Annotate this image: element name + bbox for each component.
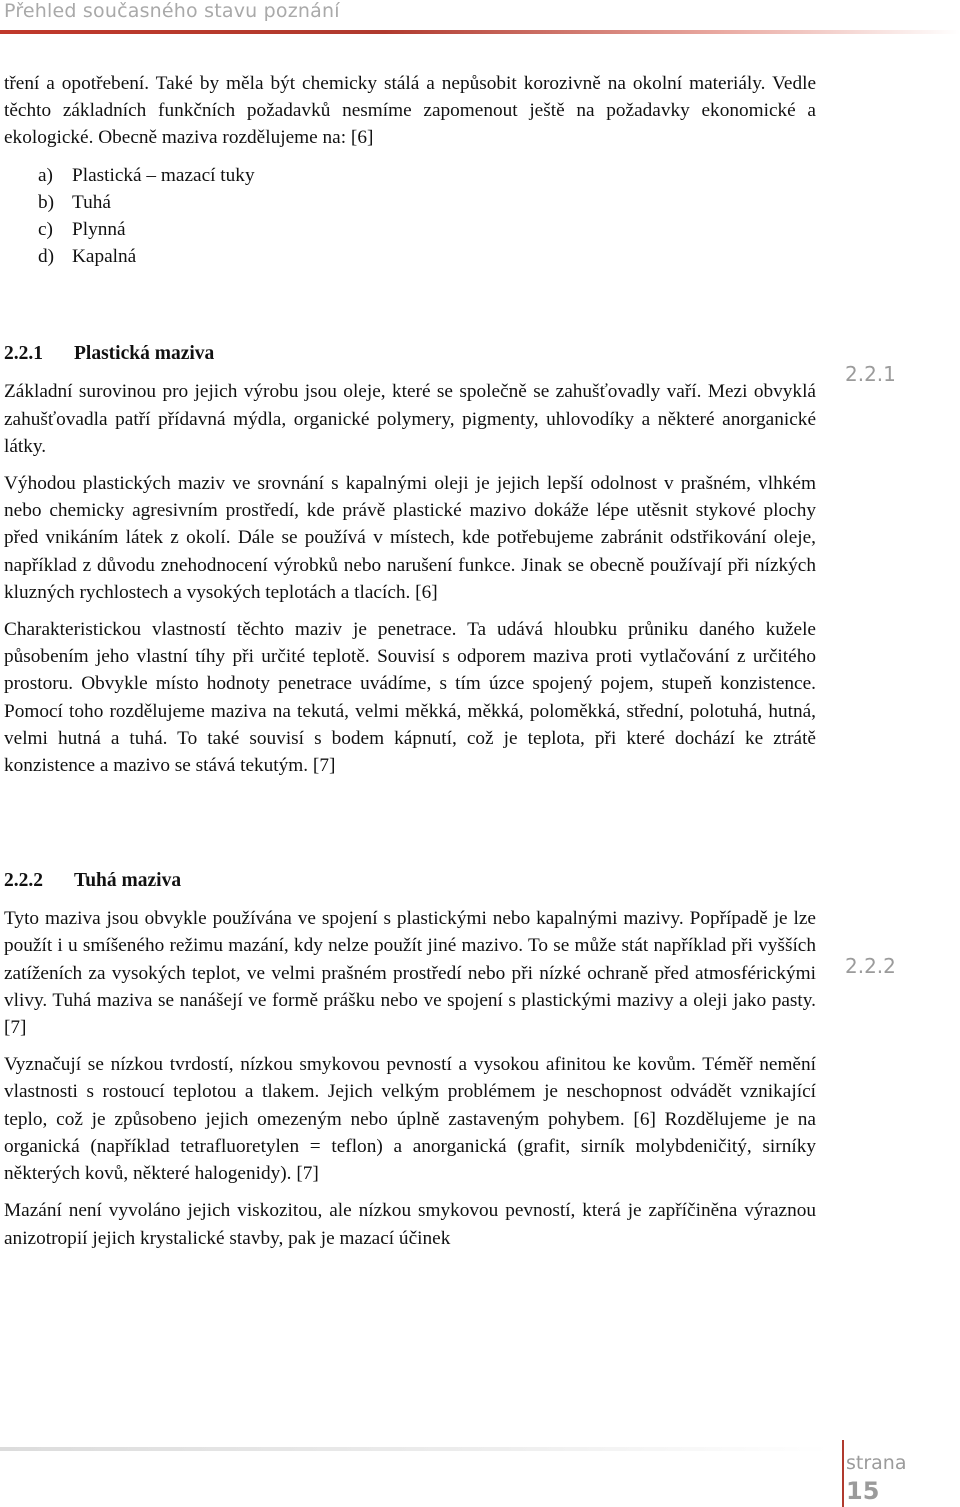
list-item-label: c) [38,219,53,241]
section-title: Plastická maziva [74,343,215,365]
page-word: strana [846,1452,907,1474]
list-item-text: Plynná [72,219,126,241]
header-rule [0,30,960,34]
lubricant-types-list [4,162,816,271]
page-content [4,70,816,1262]
list-item [38,189,816,216]
list-item [38,162,816,189]
page-number: 15 [846,1477,880,1505]
section-title: Tuhá maziva [74,870,182,892]
list-item-text: Plastická – mazací tuky [72,164,255,186]
margin-label-2-2-2: 2.2.2 [845,954,896,978]
body-paragraph: Základní surovinou pro jejich výrobu jsou oleje, které se společně se zahušťovadly vaří. Mezi obvyklá zahušťovadla patří přídavná mýdla, organické polymery, pigmenty, uhlovodíky a některé anorganické látky. [4,381,816,457]
list-item [38,216,816,243]
body-paragraph: Výhodou plastických maziv ve srovnání s kapalnými oleji je jejich lepší odolnost v prašném, vlhkém nebo chemicky agresivním prostředí, kde právě plastické mazivo dokáže lépe utěsnit stykové plochy před vnikáním látek z okolí. Dále se používá v místech, kde potřebujeme zabránit odstřikování oleje, například z důvodu znehodnocení výrobků nebo narušení funkce. Jinak se obecně používají při nízkých kluzných rychlostech a vysokých teplotách a tlacích. [6] [4,473,816,603]
section-heading-2-2-2 [4,869,816,893]
list-item-text: Tuhá [72,191,111,213]
body-paragraph: Mazání není vyvoláno jejich viskozitou, ale nízkou smykovou pevností, která je zapříčiněna výraznou anizotropií jejich krystalické stavby, pak je mazací účinek [4,1200,816,1249]
list-item-text: Kapalná [72,246,137,268]
running-header-title: Přehled současného stavu poznání [4,0,340,22]
section-number: 2.2.2 [4,870,43,892]
list-item-label: d) [38,246,55,268]
list-item [38,243,816,270]
list-item-label: a) [38,164,53,186]
body-paragraph: Charakteristickou vlastností těchto maziv je penetrace. Ta udává hloubku průniku daného kužele působením jeho vlastní tíhy při určité teplotě. Souvisí s odporem maziva proti vytlačování z určitého prostoru. Obvykle místo hodnoty penetrace uvádíme, s tím úzce spojený pojem, stupeň konzistence. Pomocí toho rozdělujeme maziva na tekutá, velmi měkká, měkká, poloměkká, střední, polotuhá, hutná, velmi hutná a tuhá. To také souvisí s bodem kápnutí, což je teplota, při které dochází ke ztrátě konzistence a mazivo se stává tekutým. [7] [4,619,816,777]
margin-label-2-2-1: 2.2.1 [845,362,896,386]
section-heading-2-2-1 [4,342,816,366]
footer-rule [0,1447,830,1451]
intro-paragraph: tření a opotřebení. Také by měla být chemicky stálá a nepůsobit korozivně na okolní materiály. Vedle těchto základních funkčních požadavků nesmíme zapomenout ještě na požadavky ekonomické a ekologické. Obecně maziva rozdělujeme na: [6] [4,73,816,149]
list-item-label: b) [38,191,55,213]
body-paragraph: Tyto maziva jsou obvykle používána ve spojení s plastickými nebo kapalnými mazivy. Popřípadě je lze použít i u smíšeného režimu mazání, kdy nelze použít jiné mazivo. To se může stát například při vyšších zatíženích za vysokých teplot, ve velmi prašném prostředí nebo při nízké ochraně před atmosférickými vlivy. Tuhá maziva se nanášejí ve formě prášku nebo ve spojení s plastickými mazivy a oleji jako pasty. [7] [4,908,816,1039]
body-paragraph: Vyznačují se nízkou tvrdostí, nízkou smykovou pevností a vysokou afinitou ke kovům. Téměř nemění vlastnosti s rostoucí teplotou a tlakem. Jejich velkým problémem je neschopnost odvádět vznikající teplo, což je způsobeno jejich omezeným nebo úplně zastaveným pohybem. [6] Rozdělujeme je na organická (například tetrafluoretylen = teflon) a anorganická (grafit, sirník molybdeničitý, sirníky některých kovů, některé halogenidy). [7] [4,1054,816,1185]
section-number: 2.2.1 [4,343,43,365]
